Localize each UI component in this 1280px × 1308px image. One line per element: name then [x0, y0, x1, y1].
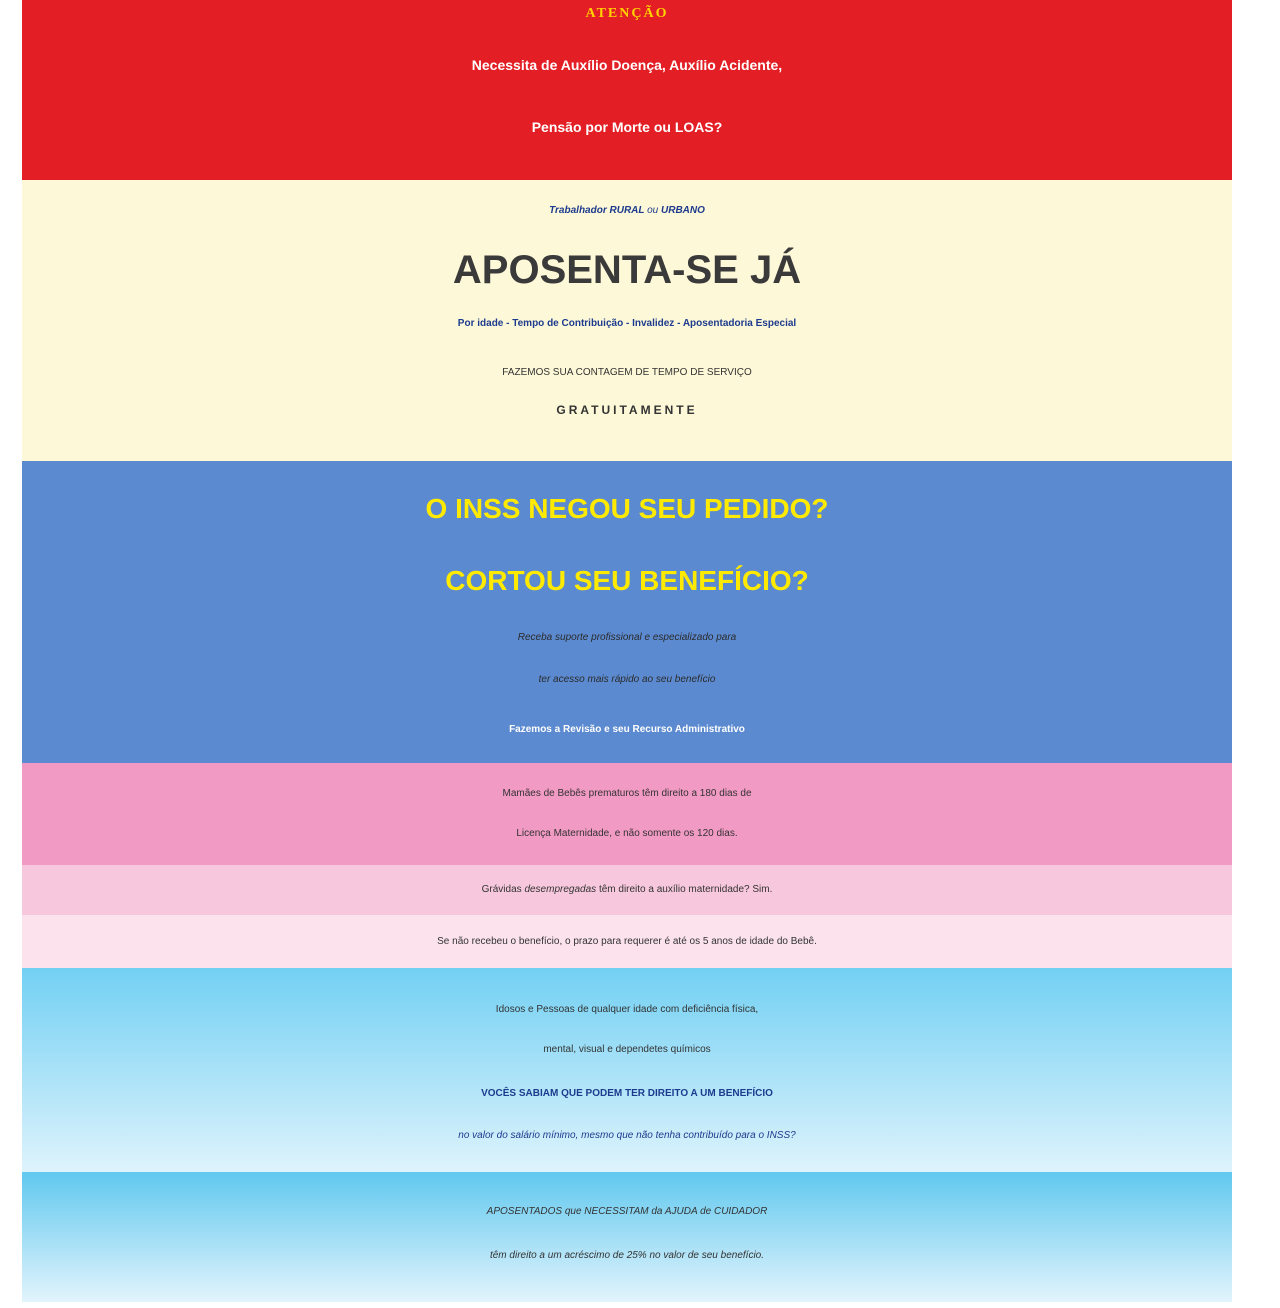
free-label: GRATUITAMENTE — [556, 403, 698, 417]
flyer — [22, 0, 1232, 1302]
inss-denied-question: O INSS NEGOU SEU PEDIDO? — [425, 493, 829, 524]
benefits-question-line1: Necessita de Auxílio Doença, Auxílio Acidente, — [471, 57, 783, 73]
workers-urban: URBANO — [661, 205, 705, 216]
premature-line2: Licença Maternidade, e não somente os 120 dias. — [516, 828, 738, 839]
support-line1: Receba suporte profissional e especializado para — [517, 632, 737, 643]
attention-title: ATENÇÃO — [585, 6, 669, 21]
loas-line4: no valor do salário mínimo, mesmo que não tenha contribuído para o INSS? — [458, 1130, 796, 1141]
premature-section — [22, 763, 1232, 865]
support-line2: ter acesso mais rápido ao seu benefício — [538, 674, 716, 685]
review-appeal: Fazemos a Revisão e seu Recurso Administrativo — [509, 724, 745, 735]
premature-line1: Mamães de Bebês prematuros têm direito a 180 dias de — [502, 788, 752, 799]
benefit-cut-question: CORTOU SEU BENEFÍCIO? — [445, 565, 809, 596]
caregiver-line1: APOSENTADOS que NECESSITAM da AJUDA de CUIDADOR — [486, 1206, 768, 1217]
workers-or: ou — [647, 205, 659, 216]
workers-line — [22, 191, 1232, 231]
pregnant-emphasis: desempregadas — [524, 884, 597, 895]
pregnant-section — [22, 865, 1232, 915]
caregiver-section — [22, 1172, 1232, 1302]
pregnant-pre: Grávidas — [481, 884, 522, 895]
attention-section — [22, 0, 1232, 180]
caregiver-line2: têm direito a um acréscimo de 25% no valor de seu benefício. — [489, 1250, 765, 1261]
loas-line2: mental, visual e dependetes químicos — [543, 1044, 711, 1055]
deadline-section — [22, 915, 1232, 968]
retirement-section — [22, 180, 1232, 461]
workers-rural: Trabalhador RURAL — [549, 205, 645, 216]
retirement-headline: APOSENTA-SE JÁ — [452, 248, 802, 292]
pregnant-post: têm direito a auxílio maternidade? Sim. — [598, 884, 773, 895]
retirement-modalities: Por idade - Tempo de Contribuição - Invalidez - Aposentadoria Especial — [457, 318, 797, 329]
deadline-text: Se não recebeu o benefício, o prazo para requerer é até os 5 anos de idade do Bebê. — [437, 936, 817, 947]
inss-section — [22, 461, 1232, 763]
pregnant-question — [22, 865, 1232, 915]
service-counting: FAZEMOS SUA CONTAGEM DE TEMPO DE SERVIÇO — [502, 367, 752, 378]
loas-line3: VOCÊS SABIAM QUE PODEM TER DIREITO A UM BENEFÍCIO — [481, 1088, 773, 1099]
benefits-question-line2: Pensão por Morte ou LOAS? — [531, 119, 723, 135]
loas-line1: Idosos e Pessoas de qualquer idade com deficiência física, — [495, 1004, 759, 1015]
loas-section — [22, 968, 1232, 1172]
